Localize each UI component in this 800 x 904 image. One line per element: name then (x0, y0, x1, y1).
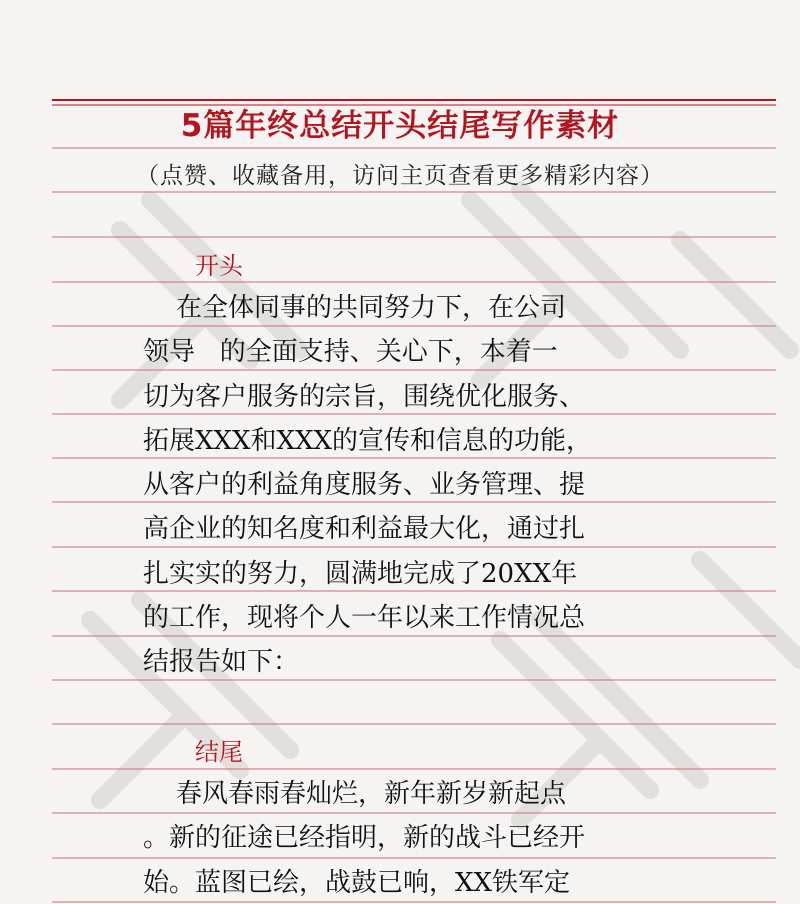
opening-heading: 开头 (195, 252, 243, 280)
opening-line: 在全体同事的共同努力下，在公司 (143, 293, 567, 323)
ending-heading: 结尾 (195, 738, 243, 766)
opening-line: 的工作，现将个人一年以来工作情况总 (143, 603, 586, 634)
opening-line: 切为客户服务的宗旨，围绕优化服务、 (143, 381, 586, 412)
opening-paragraph (143, 286, 673, 685)
opening-line: 拓展XXX和XXX的宣传和信息的功能， (143, 425, 593, 456)
page-title: 5篇年终总结开头结尾写作素材 (180, 108, 620, 144)
ending-line: 始。蓝图已绘，战鼓已响，XX铁军定 (143, 867, 571, 898)
ending-paragraph (143, 772, 673, 904)
ending-line: 。新的征途已经指明，新的战斗已经开 (143, 823, 586, 854)
opening-line: 扎实实的努力，圆满地完成了20XX年 (143, 558, 578, 589)
opening-line: 领导 的全面支持、关心下，本着一 (143, 337, 558, 368)
ending-line: 春风春雨春灿烂，新年新岁新起点 (143, 779, 567, 809)
page-subtitle: （点赞、收藏备用，访问主页查看更多精彩内容） (136, 163, 664, 189)
opening-line: 结报告如下： (143, 647, 300, 678)
opening-line: 从客户的利益角度服务、业务管理、提 (143, 470, 586, 501)
opening-line: 高企业的知名度和利益最大化，通过扎 (143, 514, 586, 545)
